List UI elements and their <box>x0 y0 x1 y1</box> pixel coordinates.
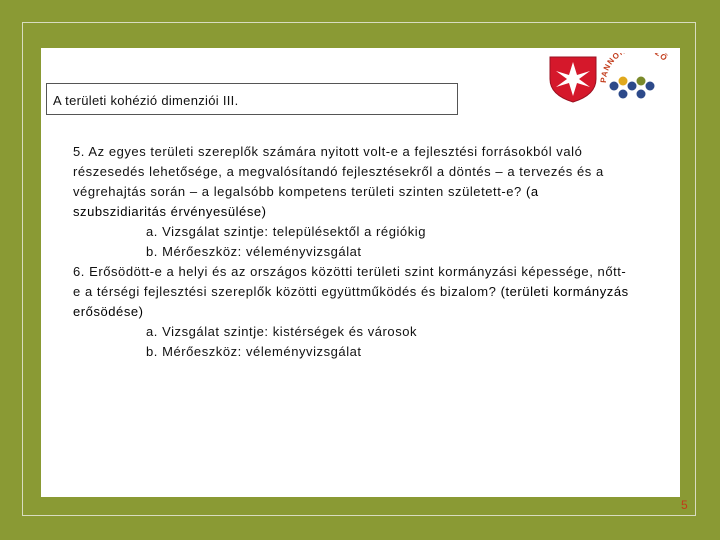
point-6-text: 6. Erősödött-e a helyi és az országos közötti területi szint kormányzási képessége, nőtt-e a térségi fejlesztési szereplők közötti együttműködés és bizalom? <box>73 264 627 299</box>
slide-body <box>73 142 633 362</box>
maltese-cross-shield-logo <box>548 53 684 103</box>
point-5 <box>73 142 633 222</box>
point-6b: b. Mérőeszköz: véleményvizsgálat <box>146 344 362 359</box>
slide-title-text: A területi kohézió dimenziói III. <box>53 93 239 108</box>
point-5b: b. Mérőeszköz: véleményvizsgálat <box>146 244 362 259</box>
point-6 <box>73 262 633 322</box>
point-5a: a. Vizsgálat szintje: településektől a régiókig <box>146 224 426 239</box>
point-6-paren: (területi kormányzás erősödése) <box>73 284 629 319</box>
page-number: 5 <box>681 498 688 512</box>
point-5-paren: (a szubszidiaritás érvényesülése) <box>73 184 539 219</box>
logo-arc-text: PANNO ZŐ <box>598 53 670 84</box>
point-5-text: 5. Az egyes területi szereplők számára nyitott volt-e a fejlesztési forrásokból való részesedés lehetősége, a megvalósítandó fejlesztésekről a döntés – a tervezés és a végrehajtás során – a legalsóbb kompetens területi szinten született-e? <box>73 144 604 199</box>
point-6a: a. Vizsgálat szintje: kistérségek és városok <box>146 324 418 339</box>
svg-text:PANNON·ELEMZŐ <box>599 53 669 83</box>
slide-title <box>46 83 458 115</box>
logo-area <box>548 53 684 103</box>
pannon-elemzo-logo <box>599 53 672 99</box>
